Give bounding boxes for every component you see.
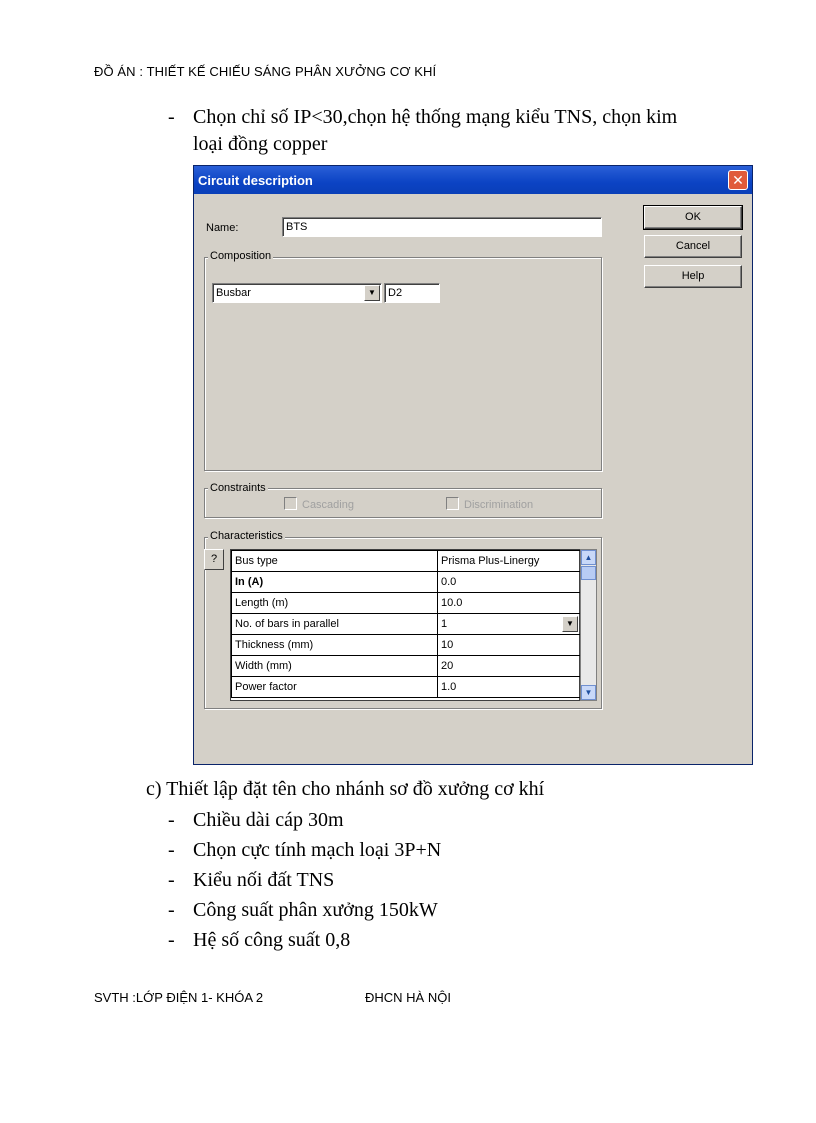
property-value[interactable]	[438, 572, 581, 593]
property-name: No. of bars in parallel	[232, 614, 438, 635]
footer-left: SVTH :LỚP ĐIỆN 1- KHÓA 2	[94, 990, 264, 1005]
property-value[interactable]	[438, 614, 581, 635]
property-value[interactable]	[438, 656, 581, 677]
intro-line-1: Chọn chỉ số IP<30,chọn hệ thống mạng kiểu TNS, chọn kim	[193, 106, 678, 128]
checkbox-icon	[446, 497, 459, 510]
checkbox-icon	[284, 497, 297, 510]
property-value-text: 10.0	[441, 597, 463, 609]
property-value-text: 10	[441, 639, 454, 651]
chevron-down-icon[interactable]: ▼	[562, 616, 578, 632]
grid-row[interactable]	[232, 656, 581, 677]
grid-row[interactable]	[232, 635, 581, 656]
cascading-checkbox[interactable]	[284, 497, 354, 511]
list-item	[168, 868, 728, 894]
ok-button[interactable]: OK	[644, 206, 742, 229]
property-name: Bus type	[232, 551, 438, 572]
discrimination-label: Discrimination	[464, 499, 534, 511]
property-help-button[interactable]: ?	[204, 549, 224, 570]
intro-line-2: loại đồng copper	[193, 133, 328, 155]
composition-code-input[interactable]: D2	[384, 283, 440, 303]
property-value[interactable]	[438, 677, 581, 698]
grid-row[interactable]	[232, 593, 581, 614]
grid-scrollbar[interactable]	[580, 549, 597, 701]
list-item-text: Công suất phân xưởng 150kW	[193, 899, 438, 921]
property-value-text: 0.0	[441, 576, 457, 588]
property-name: Thickness (mm)	[232, 635, 438, 656]
help-button[interactable]: Help	[644, 265, 742, 288]
property-name: In (A)	[232, 572, 438, 593]
section-c-heading	[146, 777, 746, 803]
bullet-dash: -	[168, 869, 175, 891]
characteristics-grid	[230, 549, 580, 701]
page-header: ĐỒ ÁN : THIẾT KẾ CHIẾU SÁNG PHÂN XƯỞNG CƠ KHÍ	[94, 64, 437, 79]
list-item	[168, 928, 728, 954]
scroll-up-icon[interactable]: ▲	[581, 550, 596, 565]
discrimination-checkbox[interactable]	[446, 497, 533, 511]
bullet-dash: -	[168, 106, 175, 128]
bullet-dash: -	[168, 809, 175, 831]
bullet-dash: -	[168, 899, 175, 921]
grid-row[interactable]	[232, 572, 581, 593]
list-item	[168, 838, 728, 864]
scroll-thumb[interactable]	[581, 566, 596, 580]
cancel-button[interactable]: Cancel	[644, 235, 742, 258]
property-value[interactable]	[438, 635, 581, 656]
property-value[interactable]	[438, 551, 581, 572]
composition-type-select[interactable]: Busbar	[212, 283, 382, 303]
name-input[interactable]: BTS	[282, 217, 602, 237]
scroll-down-icon[interactable]: ▼	[581, 685, 596, 700]
list-item-text: Kiểu nối đất TNS	[193, 869, 335, 891]
chevron-down-icon[interactable]: ▼	[364, 285, 380, 301]
cascading-label: Cascading	[302, 499, 354, 511]
section-c-heading-text: c) Thiết lập đặt tên cho nhánh sơ đồ xưởng cơ khí	[146, 778, 545, 800]
intro-bullet	[168, 105, 728, 155]
property-value-text: 1	[441, 618, 448, 630]
property-value-text: 20	[441, 660, 454, 672]
property-value-text: 1.0	[441, 681, 457, 693]
circuit-description-dialog	[193, 165, 753, 765]
property-name: Power factor	[232, 677, 438, 698]
property-value-text: Prisma Plus-Linergy	[441, 555, 540, 567]
property-name: Width (mm)	[232, 656, 438, 677]
footer-right: ĐHCN HÀ NỘI	[365, 990, 451, 1005]
property-name: Length (m)	[232, 593, 438, 614]
dialog-titlebar[interactable]	[194, 166, 752, 194]
composition-label: Composition	[210, 250, 272, 262]
close-icon[interactable]: ✕	[728, 170, 748, 190]
grid-row[interactable]	[232, 551, 581, 572]
property-value[interactable]	[438, 593, 581, 614]
characteristics-label: Characteristics	[210, 530, 283, 542]
grid-row[interactable]	[232, 677, 581, 698]
list-item-text: Chọn cực tính mạch loại 3P+N	[193, 839, 442, 861]
name-label: Name:	[206, 222, 239, 234]
grid-row[interactable]	[232, 614, 581, 635]
bullet-dash: -	[168, 929, 175, 951]
list-item	[168, 808, 728, 834]
list-item-text: Chiều dài cáp 30m	[193, 809, 344, 831]
constraints-label: Constraints	[210, 482, 266, 494]
dialog-title: Circuit description	[198, 173, 313, 188]
list-item-text: Hệ số công suất 0,8	[193, 929, 351, 951]
list-item	[168, 898, 728, 924]
bullet-dash: -	[168, 839, 175, 861]
